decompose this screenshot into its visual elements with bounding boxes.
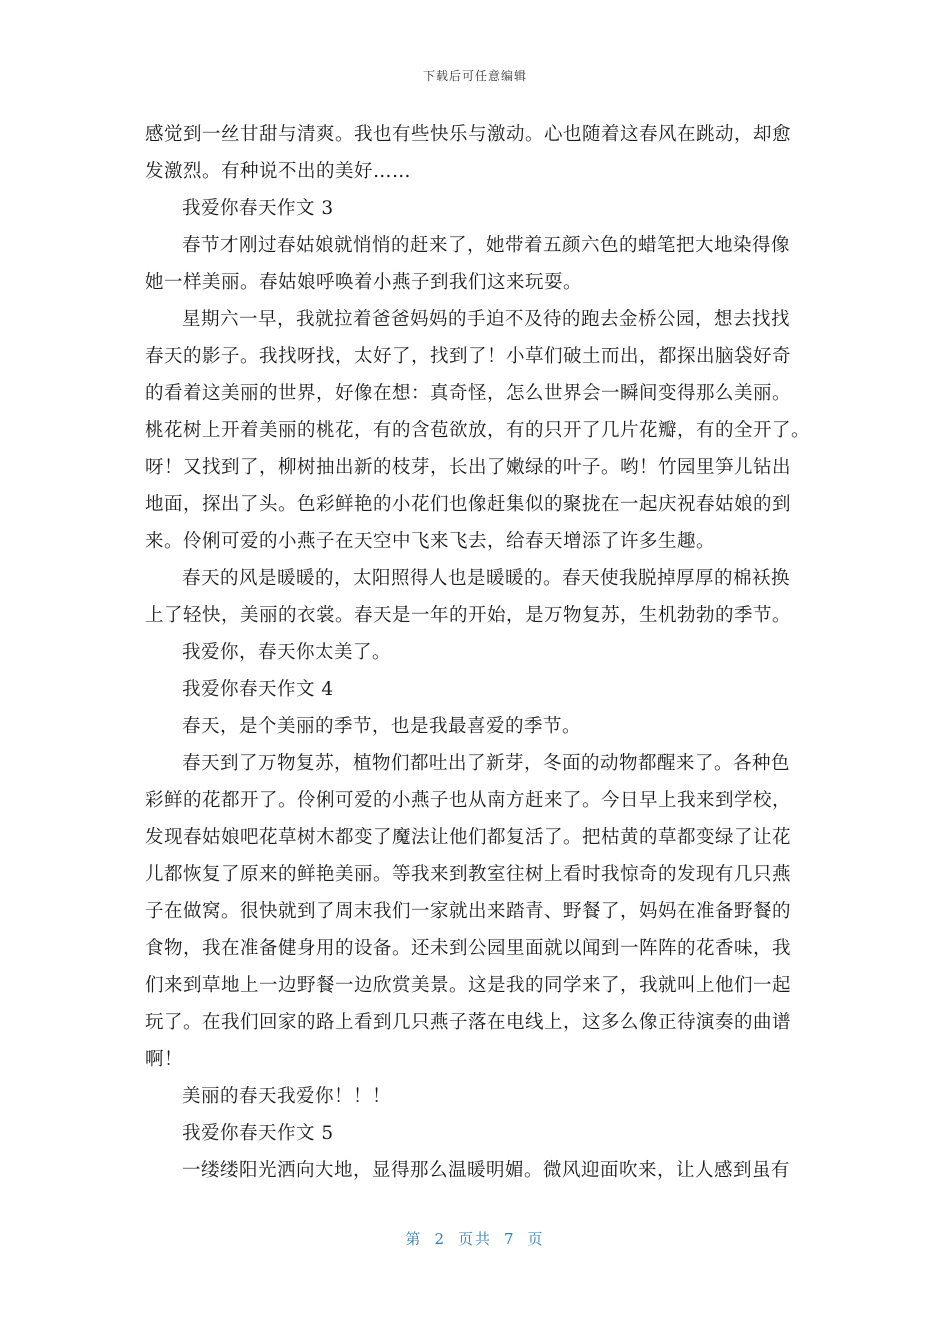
footer-middle: 页共	[457, 1230, 492, 1248]
text-line: 我爱你，春天你太美了。	[182, 642, 392, 663]
text-line: 食物，我在准备健身用的设备。还未到公园里面就以闻到一阵阵的花香味，我	[145, 938, 792, 959]
text-line: 桃花树上开着美丽的桃花，有的含苞欲放，有的只开了几片花瓣，有的全开了。	[145, 420, 810, 441]
text-line: 彩鲜的花都开了。伶俐可爱的小燕子也从南方赶来了。今日早上我来到学校，	[145, 790, 792, 811]
text-line: 春天的影子。我找呀找，太好了，找到了！小草们破土而出，都探出脑袋好奇	[145, 346, 792, 367]
text-line: 我爱你春天作文 4	[182, 679, 334, 700]
text-line: 上了轻快，美丽的衣裳。春天是一年的开始，是万物复苏，生机勃勃的季节。	[145, 605, 792, 626]
text-line: 的看着这美丽的世界，好像在想：真奇怪，怎么世界会一瞬间变得那么美丽。	[145, 383, 792, 404]
text-line: 地面，探出了头。色彩鲜艳的小花们也像赶集似的聚拢在一起庆祝春姑娘的到	[145, 494, 792, 515]
text-line: 发激烈。有种说不出的美好……	[145, 161, 412, 182]
footer-prefix: 第	[405, 1230, 423, 1248]
text-line: 春天，是个美丽的季节，也是我最喜爱的季节。	[182, 716, 582, 737]
footer-current-page: 2	[434, 1230, 446, 1248]
text-line: 春天的风是暖暖的，太阳照得人也是暖暖的。春天使我脱掉厚厚的棉袄换	[182, 568, 791, 589]
text-line: 感觉到一丝甘甜与清爽。我也有些快乐与激动。心也随着这春风在跳动，却愈	[145, 124, 792, 145]
page-footer	[0, 1228, 950, 1249]
text-line: 星期六一早，我就拉着爸爸妈妈的手迫不及待的跑去金桥公园，想去找找	[182, 309, 791, 330]
text-line: 们来到草地上一边野餐一边欣赏美景。这是我的同学来了，我就叫上他们一起	[145, 975, 792, 996]
footer-total-pages: 7	[504, 1230, 516, 1248]
text-line: 她一样美丽。春姑娘呼唤着小燕子到我们这来玩耍。	[145, 272, 583, 293]
text-line: 我爱你春天作文 3	[182, 198, 334, 219]
text-line: 我爱你春天作文 5	[182, 1123, 334, 1144]
text-line: 发现春姑娘吧花草树木都变了魔法让他们都复活了。把枯黄的草都变绿了让花	[145, 827, 792, 848]
text-line: 来。伶俐可爱的小燕子在天空中飞来飞去，给春天增添了许多生趣。	[145, 531, 716, 552]
text-line: 子在做窝。很快就到了周末我们一家就出来踏青、野餐了，妈妈在准备野餐的	[145, 901, 792, 922]
text-line: 啊！	[145, 1049, 184, 1070]
text-line: 呀！又找到了，柳树抽出新的枝芽，长出了嫩绿的叶子。哟！竹园里笋儿钻出	[145, 457, 792, 478]
text-line: 春节才刚过春姑娘就悄悄的赶来了，她带着五颜六色的蜡笔把大地染得像	[182, 235, 791, 256]
text-line: 美丽的春天我爱你！！！	[182, 1086, 392, 1107]
text-line: 一缕缕阳光洒向大地，显得那么温暖明媚。微风迎面吹来，让人感到虽有	[182, 1160, 791, 1181]
text-line: 玩了。在我们回家的路上看到几只燕子落在电线上，这多么像正待演奏的曲谱	[145, 1012, 792, 1033]
text-line: 儿都恢复了原来的鲜艳美丽。等我来到教室往树上看时我惊奇的发现有几只燕	[145, 864, 792, 885]
page-header: 下载后可任意编辑	[422, 69, 527, 83]
text-line: 春天到了万物复苏，植物们都吐出了新芽，冬面的动物都醒来了。各种色	[182, 753, 791, 774]
document-body	[145, 116, 810, 1189]
footer-suffix: 页	[527, 1230, 545, 1248]
